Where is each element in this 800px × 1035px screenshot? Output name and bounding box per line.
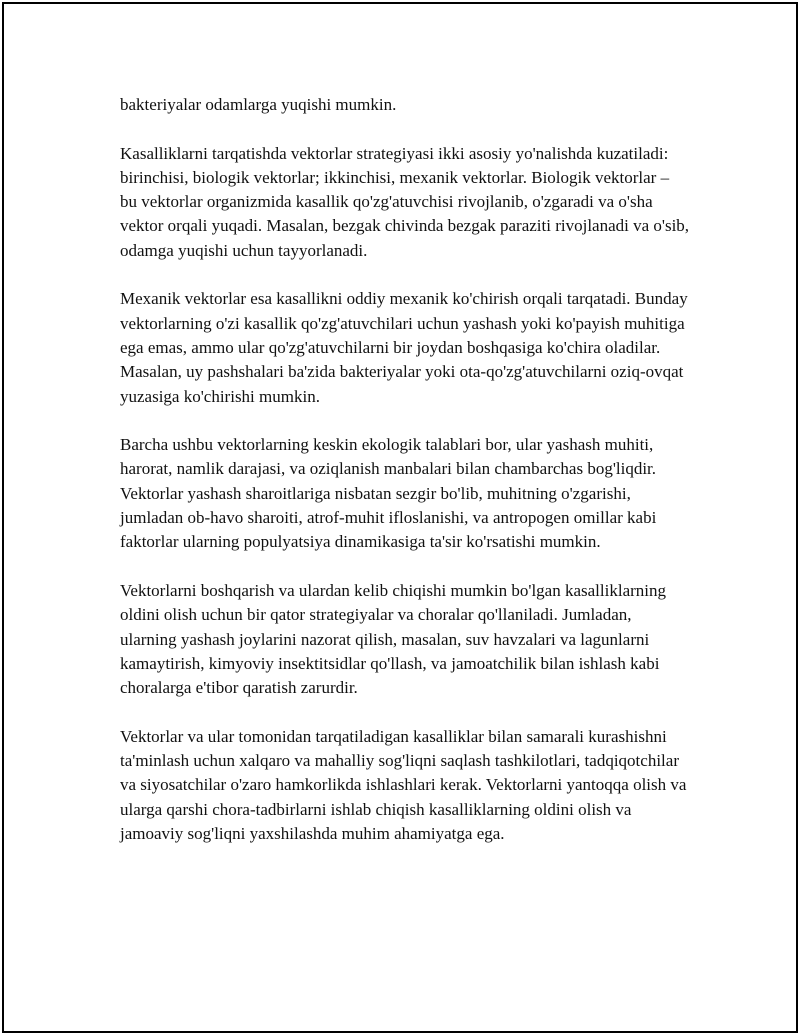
document-body [120, 93, 690, 871]
paragraph-6: Vektorlar va ular tomonidan tarqatiladigan kasalliklar bilan samarali kurashishni ta'minlash uchun xalqaro va mahalliy sog'liqni saqlash tashkilotlari, tadqiqotchilar va siyosatchilar o'zaro hamkorlikda ishlashlari kerak. Vektorlarni yantoqqa olish va ularga qarshi chora-tadbirlarni ishlab chiqish kasalliklarning oldini olish va jamoaviy sog'liqni yaxshilashda muhim ahamiyatga ega. [120, 726, 687, 843]
paragraph-5: Vektorlarni boshqarish va ulardan kelib chiqishi mumkin bo'lgan kasalliklarning oldini olish uchun bir qator strategiyalar va choralar qo'llaniladi. Jumladan, ularning yashash joylarini nazorat qilish, masalan, suv havzalari va lagunlarni kamaytirish, kimyoviy insektitsidlar qo'llash, va jamoatchilik bilan ishlash kabi choralarga e'tibor qaratish zarurdir. [120, 580, 667, 698]
paragraph-3: Mexanik vektorlar esa kasallikni oddiy mexanik ko'chirish orqali tarqatadi. Bunday vektorlarning o'zi kasallik qo'zg'atuvchilari uchun yashash yoki ko'payish muhitiga ega emas, ammo ular qo'zg'atuvchilarni bir joydan boshqasiga ko'chira oladilar. Masalan, uy pashshalari ba'zida bakteriyalar yoki ota-qo'zg'atuvchilarni oziq-ovqat yuzasiga ko'chirishi mumkin. [120, 289, 688, 406]
paragraph-1: bakteriyalar odamlarga yuqishi mumkin. [120, 95, 397, 114]
paragraph-2: Kasalliklarni tarqatishda vektorlar strategiyasi ikki asosiy yo'nalishda kuzatiladi: birinchisi, biologik vektorlar; ikkinchisi, mexanik vektorlar. Biologik vektorlar – bu vektorlar organizmida kasallik qo'zg'atuvchisi rivojlanib, o'zgaradi va o'sha vektor orqali yuqadi. Masalan, bezgak chivinda bezgak paraziti rivojlanadi va o'sib, odamga yuqishi uchun tayyorlanadi. [120, 143, 690, 260]
paragraph-4: Barcha ushbu vektorlarning keskin ekologik talablari bor, ular yashash muhiti, harorat, namlik darajasi, va oziqlanish manbalari bilan chambarchas bog'liqdir. Vektorlar yashash sharoitlariga nisbatan sezgir bo'lib, muhitning o'zgarishi, jumladan ob-havo sharoiti, atrof-muhit ifloslanishi, va antropogen omillar kabi faktorlar ularning populyatsiya dinamikasiga ta'sir ko'rsatishi mumkin. [120, 435, 657, 552]
document-page [2, 2, 798, 1033]
